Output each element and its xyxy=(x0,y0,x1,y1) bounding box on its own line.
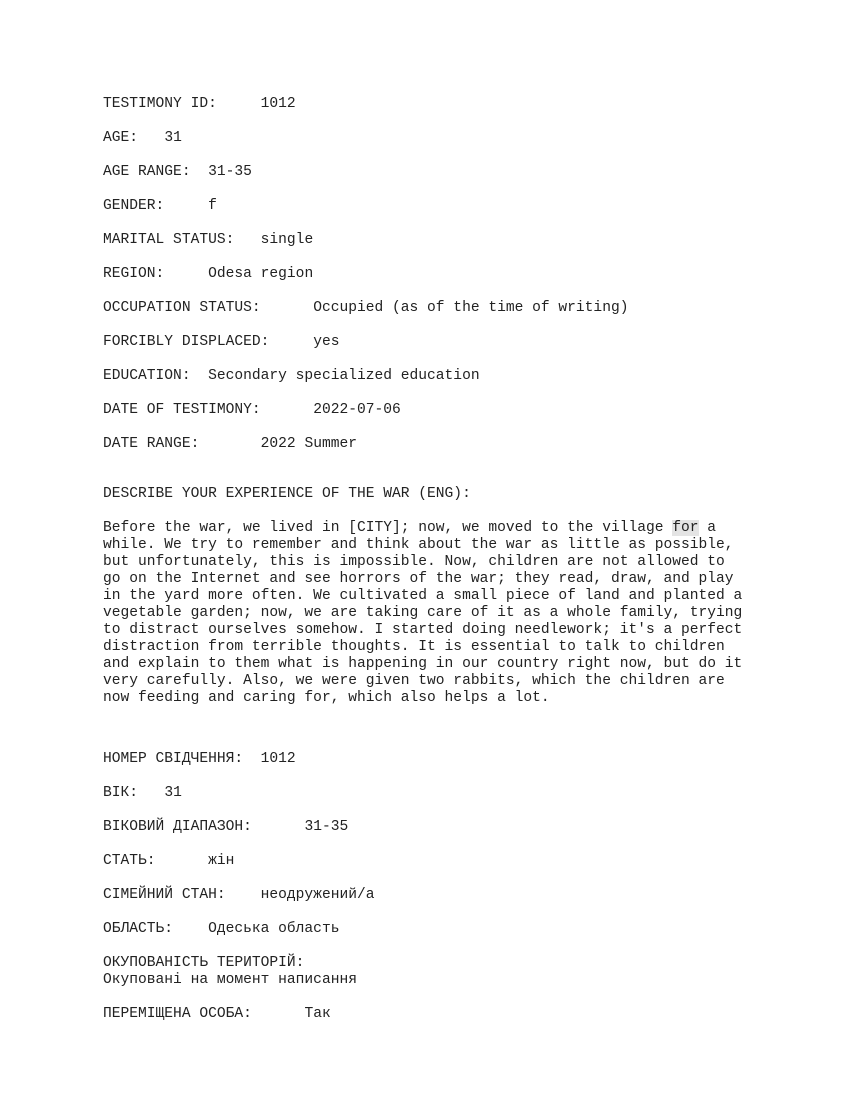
field-label: AGE: xyxy=(103,130,139,146)
field-label: ВІК: xyxy=(103,785,139,801)
field-label: MARITAL STATUS: xyxy=(103,232,235,248)
field-label: DATE RANGE: xyxy=(103,436,200,452)
field-value: Secondary specialized education xyxy=(208,368,480,384)
highlighted-word: for xyxy=(672,520,699,536)
field-value: жін xyxy=(208,853,235,869)
field-label: TESTIMONY ID: xyxy=(103,96,217,112)
testimony-document xyxy=(103,96,793,1040)
field-ukr-region xyxy=(103,921,793,938)
field-value: yes xyxy=(313,334,340,350)
field-value: Одеська область xyxy=(208,921,340,937)
field-value: f xyxy=(208,198,217,214)
field-label: FORCIBLY DISPLACED: xyxy=(103,334,270,350)
field-region xyxy=(103,266,793,283)
field-education xyxy=(103,368,793,385)
field-label: ПЕРЕМІЩЕНА ОСОБА: xyxy=(103,1006,252,1022)
field-age-range xyxy=(103,164,793,181)
field-label: GENDER: xyxy=(103,198,165,214)
field-value: 31 xyxy=(164,785,182,801)
field-date-of-testimony xyxy=(103,402,793,419)
field-ukr-age-range xyxy=(103,819,793,836)
field-label: ОКУПОВАНІСТЬ ТЕРИТОРІЙ: xyxy=(103,955,305,971)
field-value: 31-35 xyxy=(304,819,349,835)
field-ukr-displaced xyxy=(103,1006,793,1023)
field-value: 2022-07-06 xyxy=(313,402,401,418)
field-label: OCCUPATION STATUS: xyxy=(103,300,261,316)
field-ukr-gender xyxy=(103,853,793,870)
field-value: Occupied (as of the time of writing) xyxy=(313,300,629,316)
field-label: СІМЕЙНИЙ СТАН: xyxy=(103,887,226,903)
field-label: REGION: xyxy=(103,266,165,282)
field-label: ОБЛАСТЬ: xyxy=(103,921,174,937)
field-label: ВІКОВИЙ ДІАПАЗОН: xyxy=(103,819,252,835)
field-value: 1012 xyxy=(260,96,296,112)
field-date-range xyxy=(103,436,793,453)
experience-heading: DESCRIBE YOUR EXPERIENCE OF THE WAR (ENG): xyxy=(103,486,471,502)
field-forcibly-displaced xyxy=(103,334,793,351)
field-ukr-marital-status xyxy=(103,887,793,904)
field-gender xyxy=(103,198,793,215)
field-value: single xyxy=(260,232,314,248)
field-value: 31-35 xyxy=(208,164,252,180)
field-label: DATE OF TESTIMONY: xyxy=(103,402,261,418)
field-label: СТАТЬ: xyxy=(103,853,156,869)
field-value: 1012 xyxy=(260,751,296,767)
field-label: НОМЕР СВІДЧЕННЯ: xyxy=(103,751,244,767)
field-occupation-status xyxy=(103,300,793,317)
field-value: Так xyxy=(304,1006,331,1022)
field-label: AGE RANGE: xyxy=(103,164,191,180)
field-testimony-id xyxy=(103,96,793,113)
field-ukr-testimony-id xyxy=(103,751,793,768)
field-marital-status xyxy=(103,232,793,249)
field-value: 31 xyxy=(164,130,182,146)
field-value: неодружений/а xyxy=(260,887,375,903)
field-value: Окуповані на момент написання xyxy=(103,972,357,988)
field-label: EDUCATION: xyxy=(103,368,191,384)
field-ukr-age xyxy=(103,785,793,802)
field-ukr-occupation xyxy=(103,955,793,989)
field-value: 2022 Summer xyxy=(260,436,357,452)
field-value: Odesa region xyxy=(208,266,314,282)
field-age xyxy=(103,130,793,147)
experience-text: Before the war, we lived in [CITY]; now, we moved to the village for a while. We try to remember and think about the war as little as possible, but unfortunately, this is impossible. Now, children are not allowed to go on the Internet and see horrors of the war; they read, draw, and play in the yard more often. We cultivated a small piece of land and planted a vegetable garden; now, we are taking care of it as a whole family, trying to distract ourselves somehow. I started doing needlework; it's a perfect distraction from terrible thoughts. It is essential to talk to children and explain to them what is happening in our country right now, but do it very carefully. Also, we were given two rabbits, which the children are now feeding and caring for, which also helps a lot. xyxy=(103,520,743,706)
